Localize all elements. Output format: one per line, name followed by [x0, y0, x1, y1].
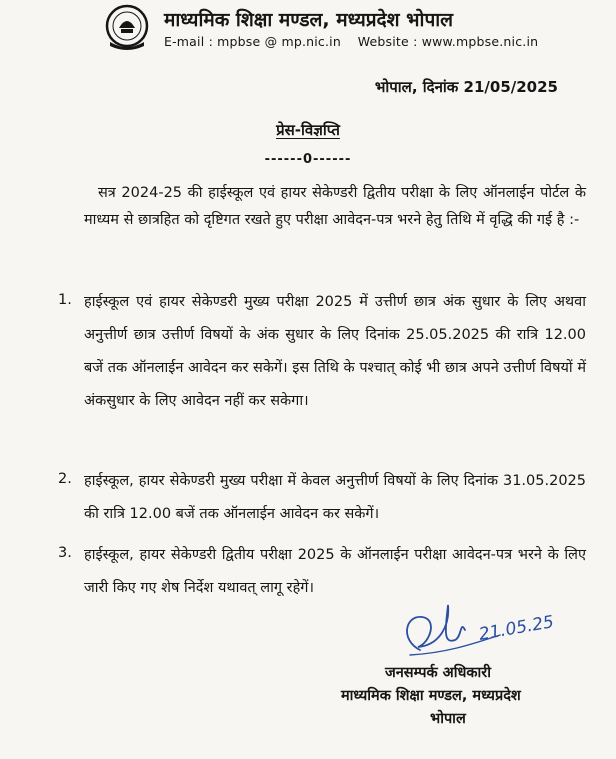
website-text: www.mpbse.nic.in	[421, 34, 539, 49]
list-item: हाईस्कूल, हायर सेकेण्डरी द्वितीय परीक्षा 2025 के ऑनलाईन परीक्षा आवेदन-पत्र भरने के लिए जारी किए गए शेष निर्देश यथावत् लागू रहेगें।	[84, 547, 586, 596]
website-label: Website :	[357, 34, 422, 49]
date-line: भोपाल, दिनांक 21/05/2025	[374, 78, 558, 96]
item-number: 2.	[58, 471, 72, 487]
signatory-city: भोपाल	[430, 711, 466, 727]
intro-paragraph: सत्र 2024-25 की हाईस्कूल एवं हायर सेकेण्डरी द्वितीय परीक्षा के लिए ऑनलाईन पोर्टल के माध्यम से छात्रहित को दृष्टिगत रखते हुए परीक्षा आवेदन-पत्र भरने हेतु तिथि में वृद्धि की गई है :-	[84, 185, 586, 228]
item-number: 3.	[58, 545, 72, 561]
signature-date: 21.05.25	[477, 612, 556, 645]
list-item: हाईस्कूल एवं हायर सेकेण्डरी मुख्य परीक्षा 2025 में उत्तीर्ण छात्र अंक सुधार के लिए अथवा अनुत्तीर्ण छात्र उत्तीर्ण विषयों के अंक सुधार के लिए दिनांक 25.05.2025 की रात्रि 12.00 बजें तक ऑनलाईन आवेदन कर सकेगें। इस तिथि के पश्चात् कोई भी छात्र अपने उत्तीर्ण विषयों में अंकसुधार के लिए आवेदन नहीं कर सकेगा।	[84, 294, 586, 409]
signatory-org: माध्यमिक शिक्षा मण्डल, मध्यप्रदेश	[341, 688, 521, 704]
contact-line	[164, 34, 538, 49]
title-text: प्रेस-विज्ञप्ति	[276, 121, 340, 139]
handwritten-signature	[390, 595, 580, 665]
email-label: E-mail :	[164, 34, 218, 49]
org-name: माध्यमिक शिक्षा मण्डल, मध्यप्रदेश भोपाल	[164, 9, 454, 31]
document-title	[0, 120, 616, 140]
email-text: mpbse @ mp.nic.in	[217, 34, 341, 49]
divider: ------0------	[264, 152, 352, 167]
list-item: हाईस्कूल, हायर सेकेण्डरी मुख्य परीक्षा में केवल अनुत्तीर्ण विषयों के लिए दिनांक 31.05.2025 की रात्रि 12.00 बजें तक ऑनलाईन आवेदन कर सकेगें।	[84, 473, 586, 522]
item-number: 1.	[58, 292, 72, 308]
board-seal-icon	[104, 4, 150, 50]
signatory-designation: जनसम्पर्क अधिकारी	[385, 665, 491, 681]
